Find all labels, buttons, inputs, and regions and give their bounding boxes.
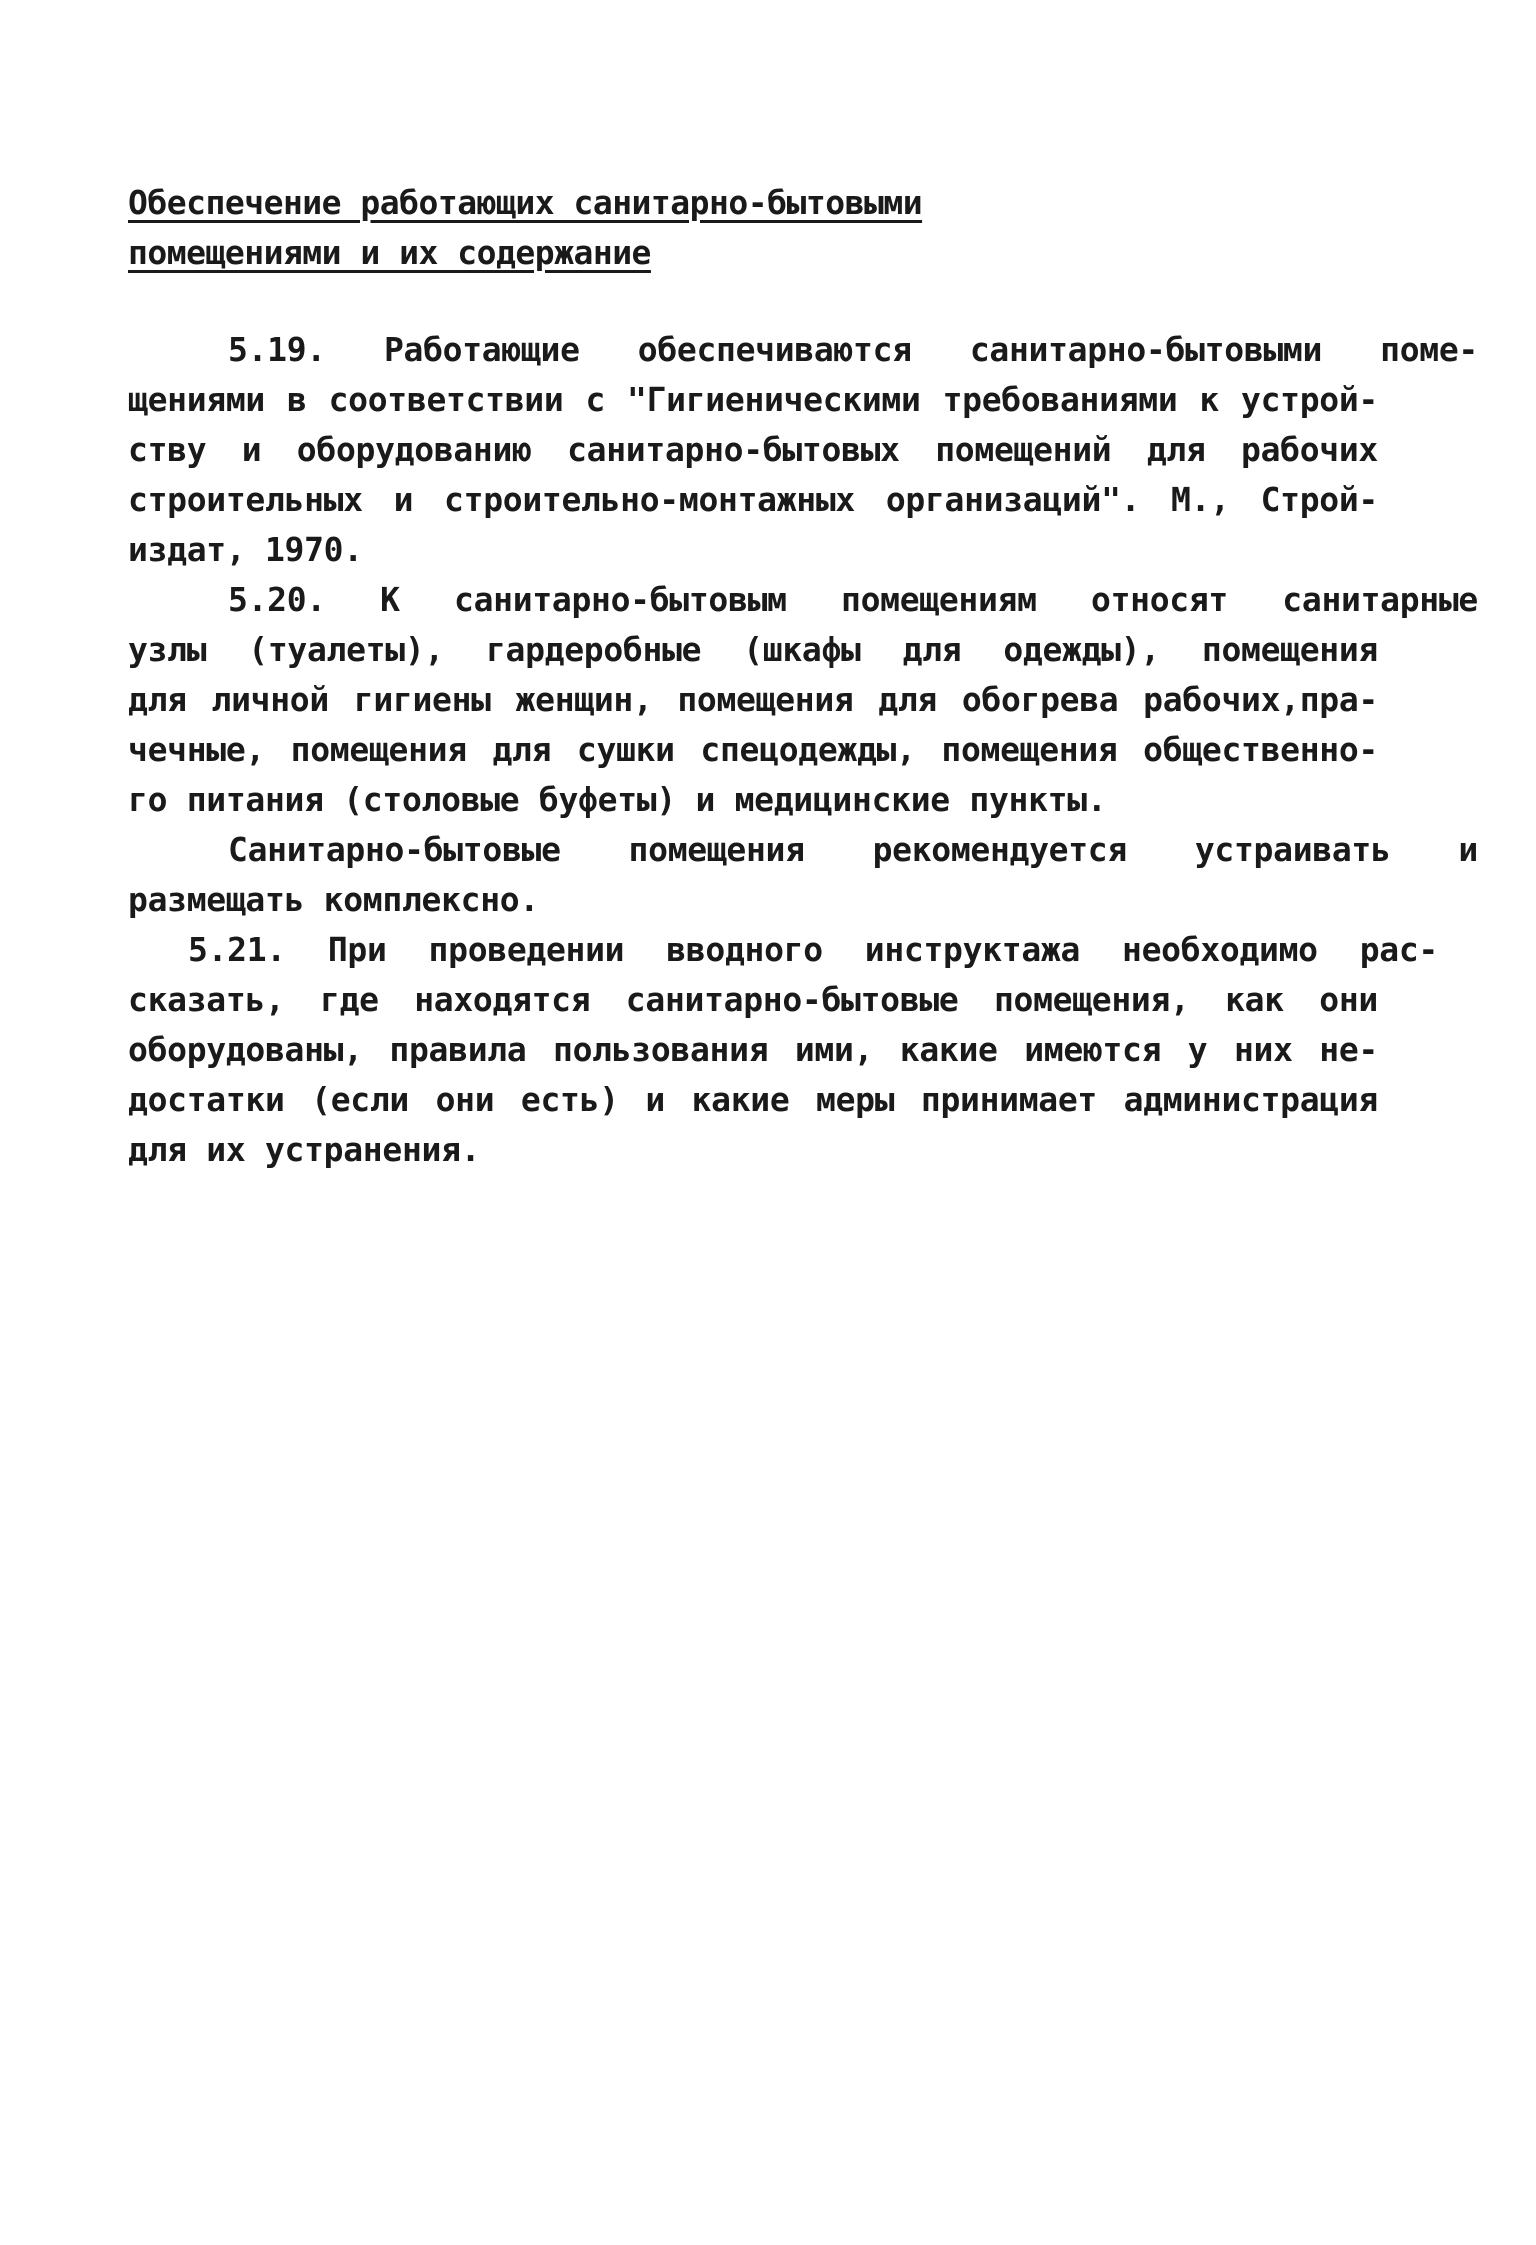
section-heading-line-2: помещениями и их содержание	[128, 233, 651, 272]
paragraph-5-19-line: строительных и строительно-монтажных организаций". М., Строй-	[128, 480, 1378, 519]
paragraph-5-20b-line: размещать комплексно.	[128, 880, 539, 919]
paragraph-5-21-line: для их устранения.	[128, 1130, 481, 1169]
paragraph-5-21-line: достатки (если они есть) и какие меры принимает администрация	[128, 1080, 1378, 1119]
paragraph-5-19-line: ству и оборудованию санитарно-бытовых помещений для рабочих	[128, 430, 1378, 469]
paragraph-5-20-line: чечные, помещения для сушки спецодежды, помещения общественно-	[128, 730, 1378, 769]
section-heading-line-1: Обеспечение работающих санитарно-бытовыми	[128, 183, 923, 222]
paragraph-5-20-line: го питания (столовые буфеты) и медицинские пункты.	[128, 780, 1107, 819]
paragraph-5-21-line: оборудованы, правила пользования ими, какие имеются у них не-	[128, 1030, 1378, 1069]
paragraph-5-20b-line: Санитарно-бытовые помещения рекомендуется устраивать и	[228, 830, 1478, 869]
paragraph-5-21-line: сказать, где находятся санитарно-бытовые помещения, как они	[128, 980, 1378, 1019]
paragraph-5-21-line: 5.21. При проведении вводного инструктажа необходимо рас-	[188, 930, 1438, 969]
paragraph-5-19-line: 5.19. Работающие обеспечиваются санитарно-бытовыми поме-	[228, 330, 1478, 369]
document-body	[128, 325, 1478, 1175]
section-heading	[128, 178, 922, 278]
paragraph-5-19-line: издат, 1970.	[128, 530, 363, 569]
paragraph-5-20-line: 5.20. К санитарно-бытовым помещениям относят санитарные	[228, 580, 1478, 619]
paragraph-5-19-line: щениями в соответствии с "Гигиеническими требованиями к устрой-	[128, 380, 1378, 419]
paragraph-5-20-line: для личной гигиены женщин, помещения для обогрева рабочих,пра-	[128, 680, 1378, 719]
paragraph-5-20-line: узлы (туалеты), гардеробные (шкафы для одежды), помещения	[128, 630, 1378, 669]
